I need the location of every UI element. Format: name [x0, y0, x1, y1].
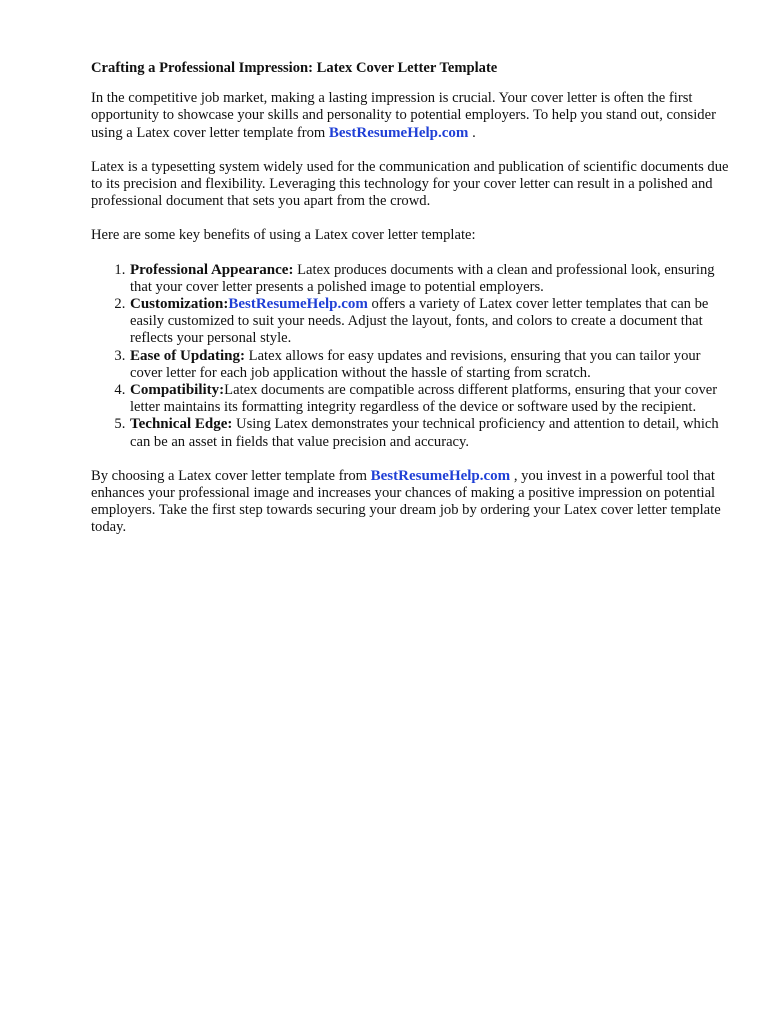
customization-brand-link[interactable]: BestResumeHelp.com	[228, 296, 368, 313]
closing-text-end: , you invest in a powerful tool that enhances your professional image and increases your chances of making a positive impression on potential employers. Take the first step towards securing your dream job by ordering your Latex cover letter template today.	[91, 467, 721, 536]
closing-paragraph	[91, 468, 731, 537]
list-item	[129, 416, 731, 450]
benefit-term: Compatibility:	[130, 382, 225, 399]
list-item	[129, 348, 731, 382]
list-item	[129, 382, 731, 416]
latex-description-paragraph: Latex is a typesetting system widely used for the communication and publication of scientific documents due to its precision and flexibility. Leveraging this technology for your cover letter can result in a polished and professional document that sets you apart from the crowd.	[91, 158, 729, 210]
closing-brand-link[interactable]: BestResumeHelp.com	[370, 467, 511, 484]
benefit-term: Technical Edge:	[130, 416, 233, 433]
benefit-text: Latex documents are compatible across different platforms, ensuring that your cover letter maintains its formatting integrity regardless of the device or software used by the recipient.	[130, 382, 718, 416]
document-title: Crafting a Professional Impression: Latex Cover Letter Template	[91, 60, 498, 76]
list-item	[129, 262, 731, 296]
list-item	[129, 296, 731, 348]
benefit-text: Latex allows for easy updates and revisions, ensuring that you can tailor your cover letter for each job application without the hassle of starting from scratch.	[130, 347, 701, 381]
document-page	[91, 60, 731, 554]
intro-text: In the competitive job market, making a lasting impression is crucial. Your cover letter is often the first opportunity to showcase your skills and personality to potential employers. To help you stand out, consider using a Latex cover letter template from	[91, 90, 716, 141]
intro-brand-link[interactable]: BestResumeHelp.com	[328, 124, 469, 141]
benefit-term: Professional Appearance:	[130, 261, 294, 278]
intro-text-end: .	[468, 124, 476, 141]
closing-text: By choosing a Latex cover letter template from	[91, 467, 371, 484]
benefits-intro-paragraph: Here are some key benefits of using a Latex cover letter template:	[91, 227, 476, 244]
benefit-text: offers a variety of Latex cover letter templates that can be easily customized to suit your needs. Adjust the layout, fonts, and colors to create a document that reflects your personal style.	[130, 296, 709, 347]
benefit-text: Using Latex demonstrates your technical proficiency and attention to detail, which can be an asset in fields that value precision and accuracy.	[130, 416, 719, 450]
benefit-term: Ease of Updating:	[130, 347, 246, 364]
intro-paragraph	[91, 90, 731, 142]
benefit-text: Latex produces documents with a clean and professional look, ensuring that your cover letter presents a polished image to potential employers.	[130, 261, 715, 295]
benefits-list	[91, 262, 731, 451]
benefit-term: Customization:	[130, 296, 229, 313]
